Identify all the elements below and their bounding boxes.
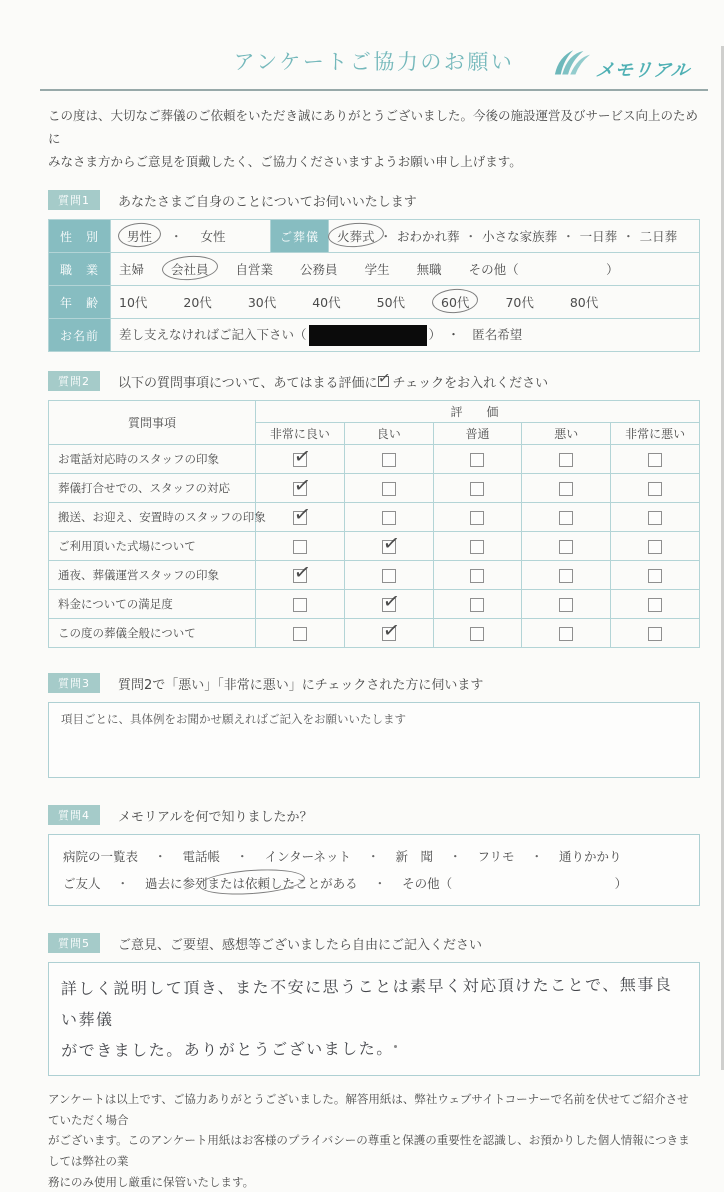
- rating-checkbox[interactable]: [382, 540, 396, 554]
- header: [40, 46, 708, 91]
- question5-title: ご意見、ご要望、感想等ございましたら自由にご記入ください: [118, 937, 483, 953]
- option[interactable]: 80代: [569, 295, 599, 311]
- row-label: ご利用頂いた式場について: [49, 532, 256, 561]
- rating-checkbox[interactable]: [382, 453, 396, 467]
- page-title: アンケートご協力のお願い: [233, 50, 515, 74]
- rating-checkbox[interactable]: [559, 627, 573, 641]
- row-label: お電話対応時のスタッフの印象: [49, 445, 256, 474]
- question-4-section: [48, 805, 700, 906]
- separator-dot: ・: [154, 848, 167, 864]
- evaluation-table: [48, 400, 700, 648]
- table-row: [49, 503, 700, 532]
- rating-checkbox[interactable]: [470, 598, 484, 612]
- option[interactable]: 小さな家族葬: [482, 229, 558, 245]
- age-label: 年 齢: [49, 286, 111, 319]
- question3-badge: 質問3: [48, 673, 100, 693]
- row-label: 通夜、葬儀運営スタッフの印象: [49, 561, 256, 590]
- footer-note: [48, 1089, 700, 1192]
- option[interactable]: フリモ: [477, 848, 515, 864]
- name-prompt: 差し支えなければご記入下さい（: [119, 326, 307, 342]
- separator-dot: ・: [464, 229, 478, 245]
- logo: [549, 46, 690, 82]
- gender-label: 性 別: [49, 220, 111, 253]
- funeral-type-label: ご葬儀: [271, 220, 329, 253]
- question5-free-text-box[interactable]: [48, 962, 700, 1076]
- rating-checkbox[interactable]: [648, 627, 662, 641]
- table-row: [49, 561, 700, 590]
- option[interactable]: おわかれ葬: [397, 229, 460, 245]
- question3-title: 質問2で「悪い」「非常に悪い」にチェックされた方に伺います: [118, 677, 484, 693]
- age-options: [119, 293, 691, 311]
- option[interactable]: 女性: [200, 229, 226, 245]
- footer-line-3: 務にのみ使用し厳重に保管いたします。: [48, 1174, 255, 1189]
- option-selected[interactable]: 60代: [441, 295, 470, 311]
- rating-header-very-good: 非常に良い: [256, 423, 345, 445]
- option-selected[interactable]: 男性: [127, 229, 153, 245]
- question5-badge: 質問5: [48, 933, 100, 953]
- checked-checkbox-icon: [378, 376, 389, 387]
- option-other[interactable]: その他（ ）: [402, 875, 628, 891]
- option[interactable]: 電話帳: [182, 848, 221, 864]
- option[interactable]: 無職: [416, 262, 442, 278]
- handwritten-line-1: 詳しく説明して頂き、また不安に思うことは素早く対応頂けたことで、無事良い葬儀: [60, 975, 673, 1030]
- option[interactable]: 公務員: [300, 262, 338, 278]
- question3-free-text-box[interactable]: [48, 702, 700, 778]
- separator-dot: ・: [379, 229, 393, 245]
- evaluation-header: 評 価: [256, 401, 700, 423]
- rating-checkbox[interactable]: [382, 569, 396, 583]
- rating-checkbox[interactable]: [648, 569, 662, 583]
- rating-checkbox[interactable]: [648, 453, 662, 467]
- separator-dot: ・: [373, 875, 387, 891]
- separator-dot: ・: [366, 848, 380, 864]
- option[interactable]: 病院の一覧表: [63, 848, 139, 864]
- rating-checkbox[interactable]: [382, 598, 396, 612]
- rating-checkbox[interactable]: [648, 482, 662, 496]
- separator-dot: ・: [236, 848, 249, 864]
- rating-checkbox[interactable]: [559, 453, 573, 467]
- rating-checkbox[interactable]: [470, 511, 484, 525]
- separator-dot: ・: [622, 229, 635, 245]
- option[interactable]: 一日葬: [579, 229, 618, 245]
- separator-dot: ・: [116, 875, 130, 891]
- rating-header-bad: 悪い: [522, 423, 611, 445]
- row-label: 搬送、お迎え、安置時のスタッフの印象: [49, 503, 256, 532]
- question3-hint: 項目ごとに、具体例をお聞かせ願えればご記入をお願いいたします: [61, 712, 406, 727]
- option[interactable]: 学生: [364, 262, 390, 278]
- option[interactable]: 二日葬: [639, 229, 678, 245]
- rating-checkbox[interactable]: [559, 511, 573, 525]
- option[interactable]: その他（ ）: [468, 262, 619, 278]
- question-1-section: [48, 190, 700, 352]
- table-row: [49, 590, 700, 619]
- rating-checkbox[interactable]: [648, 540, 662, 554]
- occupation-options: [119, 260, 691, 278]
- rating-checkbox[interactable]: [293, 453, 307, 467]
- footer-line-2: がございます。このアンケート用紙はお客様のプライバシーの尊重と保護の重要性を認識し、お預かりした個人情報につきましては弊社の業: [48, 1133, 690, 1168]
- question-3-section: [48, 673, 700, 778]
- rating-checkbox[interactable]: [470, 540, 484, 554]
- rating-checkbox[interactable]: [470, 569, 484, 583]
- question2-title-after: チェックをお入れください: [392, 375, 549, 391]
- rating-checkbox[interactable]: [293, 627, 307, 641]
- option[interactable]: 通りかかり: [559, 848, 622, 864]
- name-suffix-anonymous[interactable]: ） ・ 匿名希望: [428, 326, 523, 342]
- rating-checkbox[interactable]: [293, 511, 307, 525]
- intro-line-1: この度は、大切なご葬儀のご依頼をいただき誠にありがとうございました。今後の施設運営及びサービス向上のために: [48, 108, 699, 147]
- question2-title-before: 以下の質問事項について、あてはまる評価に: [118, 375, 378, 391]
- rating-checkbox[interactable]: [382, 511, 396, 525]
- option[interactable]: 主婦: [119, 262, 145, 278]
- rating-header-normal: 普通: [433, 423, 522, 445]
- table-row: [49, 474, 700, 503]
- option-past-pre[interactable]: 過去に参列: [145, 875, 208, 891]
- rating-checkbox[interactable]: [470, 453, 484, 467]
- option-past-post[interactable]: ことがある: [295, 875, 358, 891]
- question1-title: あなたさまご自身のことについてお伺いいたします: [118, 194, 417, 210]
- rating-checkbox[interactable]: [648, 511, 662, 525]
- option[interactable]: 50代: [376, 295, 406, 311]
- table-row: [49, 445, 700, 474]
- item-column-header: 質問事項: [49, 401, 256, 445]
- referral-options-line2: [63, 869, 685, 896]
- footer-line-1: アンケートは以上です、ご協力ありがとうございました。解答用紙は、弊社ウェブサイトコーナーで名前を伏せてご紹介させていただく場合: [48, 1091, 689, 1127]
- rating-checkbox[interactable]: [382, 482, 396, 496]
- rating-checkbox[interactable]: [293, 598, 307, 612]
- intro-text: [48, 104, 704, 173]
- separator-dot: ・: [448, 848, 462, 864]
- profile-table: [48, 219, 700, 352]
- option-past-circled[interactable]: または依頼した: [207, 875, 296, 891]
- referral-options-line1: [63, 842, 685, 869]
- question-2-section: [48, 371, 700, 648]
- separator-dot: ・: [562, 229, 575, 245]
- row-label: 料金についての満足度: [49, 590, 256, 619]
- leaf-swoosh-icon: [549, 46, 593, 82]
- question1-badge: 質問1: [48, 190, 100, 210]
- question4-options-box: [48, 834, 700, 906]
- handwritten-line-2: ができました。ありがとうございました。: [61, 1039, 394, 1061]
- question-5-section: [48, 933, 700, 1076]
- occupation-label: 職 業: [49, 253, 111, 286]
- rating-checkbox[interactable]: [382, 627, 396, 641]
- question2-badge: 質問2: [48, 371, 100, 391]
- table-row: [49, 532, 700, 561]
- option[interactable]: 20代: [183, 295, 212, 311]
- option[interactable]: 70代: [505, 295, 534, 311]
- gender-options: [119, 227, 262, 245]
- rating-checkbox[interactable]: [648, 598, 662, 612]
- rating-checkbox[interactable]: [559, 569, 573, 583]
- scan-speck: [394, 1045, 397, 1048]
- rating-checkbox[interactable]: [559, 540, 573, 554]
- option[interactable]: 40代: [312, 295, 341, 311]
- option-friend[interactable]: ご友人: [63, 875, 101, 891]
- survey-sheet: [0, 46, 724, 1192]
- option[interactable]: 自営業: [235, 262, 274, 278]
- rating-checkbox[interactable]: [293, 540, 307, 554]
- table-row: [49, 619, 700, 648]
- rating-checkbox[interactable]: [559, 482, 573, 496]
- option[interactable]: インターネット: [264, 848, 351, 864]
- name-label: お名前: [49, 319, 111, 352]
- row-label: 葬儀打合せでの、スタッフの対応: [49, 474, 256, 503]
- intro-line-2: みなさま方からご意見を頂戴したく、ご協力くださいますようお願い申し上げます。: [48, 154, 522, 170]
- funeral-type-options: [337, 227, 691, 245]
- question4-badge: 質問4: [48, 805, 100, 825]
- question2-title: [118, 372, 548, 391]
- option-selected[interactable]: 会社員: [171, 262, 209, 278]
- rating-header-good: 良い: [344, 423, 433, 445]
- brand-name: メモリアル: [594, 60, 691, 81]
- option[interactable]: 30代: [247, 295, 277, 311]
- handwritten-response: [61, 969, 688, 1067]
- rating-checkbox[interactable]: [559, 598, 573, 612]
- row-label: この度の葬儀全般について: [49, 619, 256, 648]
- separator-dot: ・: [530, 848, 544, 864]
- rating-header-very-bad: 非常に悪い: [611, 423, 700, 445]
- option[interactable]: 新 聞: [395, 848, 433, 864]
- separator-dot: ・: [170, 229, 183, 245]
- rating-checkbox[interactable]: [293, 482, 307, 496]
- option[interactable]: 10代: [119, 295, 148, 311]
- redacted-name: [309, 325, 427, 346]
- rating-checkbox[interactable]: [293, 569, 307, 583]
- rating-checkbox[interactable]: [470, 482, 484, 496]
- rating-checkbox[interactable]: [470, 627, 484, 641]
- option-selected[interactable]: 火葬式: [337, 229, 375, 245]
- question4-title: メモリアルを何で知りましたか？: [118, 809, 313, 825]
